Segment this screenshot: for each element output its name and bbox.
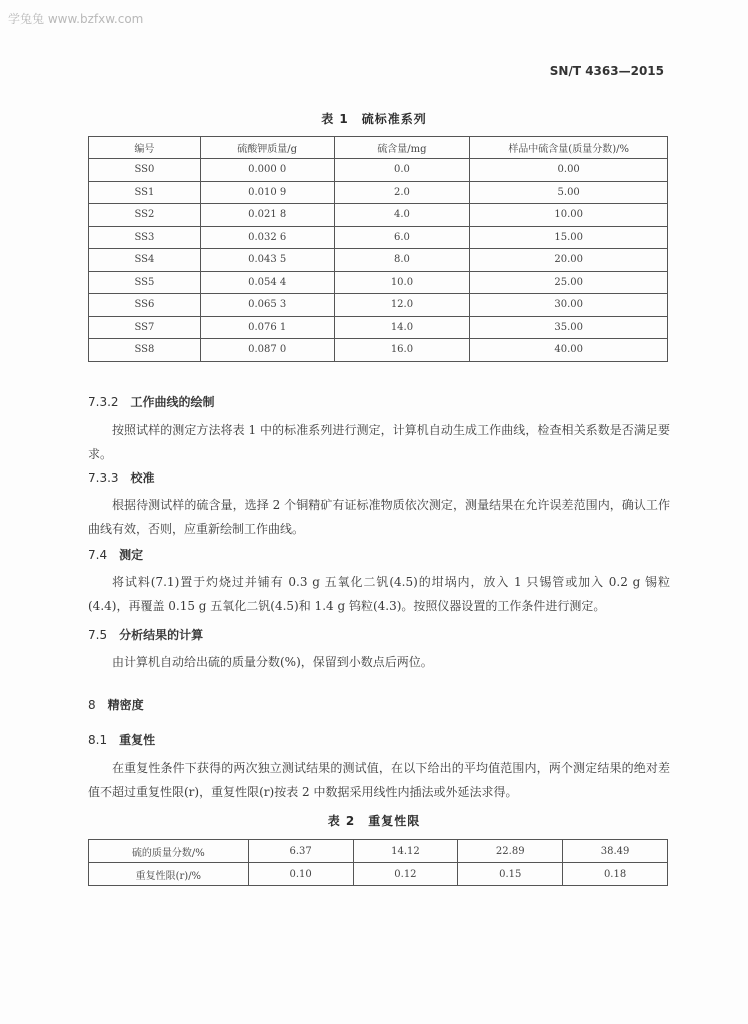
section-7-5-text: 由计算机自动给出硫的质量分数(%)，保留到小数点后两位。 bbox=[112, 655, 433, 669]
table-cell: 8.0 bbox=[334, 249, 470, 272]
table-cell: 14.12 bbox=[353, 840, 458, 863]
section-title: 精密度 bbox=[107, 698, 144, 712]
header-cell: 编号 bbox=[89, 137, 201, 159]
header-cell: 硫含量/mg bbox=[334, 137, 470, 159]
table-cell: 6.0 bbox=[334, 226, 470, 249]
table-cell: 0.076 1 bbox=[200, 316, 334, 339]
sulfur-standard-table bbox=[88, 136, 668, 362]
table-row bbox=[89, 249, 668, 272]
table-cell: 0.18 bbox=[563, 863, 668, 886]
table-cell: 4.0 bbox=[334, 204, 470, 227]
section-7-3-2-text: 按照试样的测定方法将表 1 中的标准系列进行测定，计算机自动生成工作曲线，检查相关系数是否满足要求。 bbox=[88, 423, 670, 461]
table-cell: 0.12 bbox=[353, 863, 458, 886]
section-title: 测定 bbox=[119, 548, 144, 562]
table-cell: 5.00 bbox=[470, 181, 668, 204]
table-row bbox=[89, 159, 668, 182]
section-7-5-heading bbox=[88, 626, 203, 643]
table-cell: SS0 bbox=[89, 159, 201, 182]
section-number: 8.1 bbox=[88, 733, 108, 747]
table-cell: 0.15 bbox=[458, 863, 563, 886]
table-cell: 0.087 0 bbox=[200, 339, 334, 362]
table-cell: SS4 bbox=[89, 249, 201, 272]
table-cell: SS8 bbox=[89, 339, 201, 362]
table-cell: 10.0 bbox=[334, 271, 470, 294]
table-cell: 38.49 bbox=[563, 840, 668, 863]
section-8-heading bbox=[88, 696, 144, 713]
table-cell: 0.054 4 bbox=[200, 271, 334, 294]
section-7-3-3-heading bbox=[88, 469, 155, 486]
table-cell: 2.0 bbox=[334, 181, 470, 204]
table-row bbox=[89, 840, 668, 863]
table-cell: 重复性限(r)/% bbox=[89, 863, 249, 886]
table-cell: SS7 bbox=[89, 316, 201, 339]
table-cell: 6.37 bbox=[248, 840, 353, 863]
section-8-1-heading bbox=[88, 731, 155, 748]
section-title: 校准 bbox=[130, 471, 155, 485]
section-number: 7.4 bbox=[88, 548, 108, 562]
section-number: 7.5 bbox=[88, 628, 108, 642]
table-cell: 0.021 8 bbox=[200, 204, 334, 227]
table-cell: 30.00 bbox=[470, 294, 668, 317]
table-cell: 0.000 0 bbox=[200, 159, 334, 182]
table-row bbox=[89, 294, 668, 317]
table-cell: 22.89 bbox=[458, 840, 563, 863]
repeatability-table bbox=[88, 839, 668, 886]
table-cell: 0.0 bbox=[334, 159, 470, 182]
header-cell: 硫酸钾质量/g bbox=[200, 137, 334, 159]
section-8-1-text: 在重复性条件下获得的两次独立测试结果的测试值，在以下给出的平均值范围内，两个测定结果的绝对差值不超过重复性限(r)，重复性限(r)按表 2 中数据采用线性内插法或外延法求得。 bbox=[88, 761, 670, 799]
section-number: 7.3.2 bbox=[88, 395, 119, 409]
section-7-4-heading bbox=[88, 546, 143, 563]
section-7-3-3-text: 根据待测试样的硫含量，选择 2 个铜精矿有证标准物质依次测定，测量结果在允许误差范围内，确认工作曲线有效，否则，应重新绘制工作曲线。 bbox=[88, 498, 670, 536]
standard-code: SN/T 4363—2015 bbox=[549, 64, 664, 78]
table-cell: 硫的质量分数/% bbox=[89, 840, 249, 863]
table-cell: 15.00 bbox=[470, 226, 668, 249]
section-number: 7.3.3 bbox=[88, 471, 119, 485]
table-row bbox=[89, 339, 668, 362]
table-cell: SS1 bbox=[89, 181, 201, 204]
table-cell: 14.0 bbox=[334, 316, 470, 339]
section-7-3-2-heading bbox=[88, 393, 215, 410]
table-cell: SS3 bbox=[89, 226, 201, 249]
table-cell: 0.032 6 bbox=[200, 226, 334, 249]
table-cell: 10.00 bbox=[470, 204, 668, 227]
section-7-4-text: 将试料(7.1)置于灼烧过并铺有 0.3 g 五氧化二钒(4.5)的坩埚内，放入 1 只锡管或加入 0.2 g 锡粒(4.4)，再覆盖 0.15 g 五氧化二钒(4.5)和 1.4 g 钨粒(4.3)。按照仪器设置的工作条件进行测定。 bbox=[88, 575, 670, 613]
header-cell: 样品中硫含量(质量分数)/% bbox=[470, 137, 668, 159]
section-title: 工作曲线的绘制 bbox=[130, 395, 215, 409]
table-cell: SS5 bbox=[89, 271, 201, 294]
table-row bbox=[89, 181, 668, 204]
table-cell: 25.00 bbox=[470, 271, 668, 294]
table-cell: 16.0 bbox=[334, 339, 470, 362]
table-cell: SS2 bbox=[89, 204, 201, 227]
table1-caption: 表 1 硫标准系列 bbox=[321, 112, 427, 126]
table-row bbox=[89, 863, 668, 886]
table-cell: 0.010 9 bbox=[200, 181, 334, 204]
table-header-row bbox=[89, 137, 668, 159]
table-cell: 0.10 bbox=[248, 863, 353, 886]
table-cell: SS6 bbox=[89, 294, 201, 317]
section-number: 8 bbox=[88, 698, 96, 712]
section-title: 重复性 bbox=[119, 733, 156, 747]
table-row bbox=[89, 316, 668, 339]
table2-caption: 表 2 重复性限 bbox=[327, 814, 421, 828]
table-row bbox=[89, 271, 668, 294]
table-cell: 20.00 bbox=[470, 249, 668, 272]
table-cell: 0.00 bbox=[470, 159, 668, 182]
table-cell: 0.065 3 bbox=[200, 294, 334, 317]
watermark: 学兔兔 www.bzfxw.com bbox=[8, 12, 144, 26]
table-cell: 35.00 bbox=[470, 316, 668, 339]
table-row bbox=[89, 226, 668, 249]
table-cell: 0.043 5 bbox=[200, 249, 334, 272]
table-cell: 40.00 bbox=[470, 339, 668, 362]
table-cell: 12.0 bbox=[334, 294, 470, 317]
table-row bbox=[89, 204, 668, 227]
section-title: 分析结果的计算 bbox=[119, 628, 204, 642]
